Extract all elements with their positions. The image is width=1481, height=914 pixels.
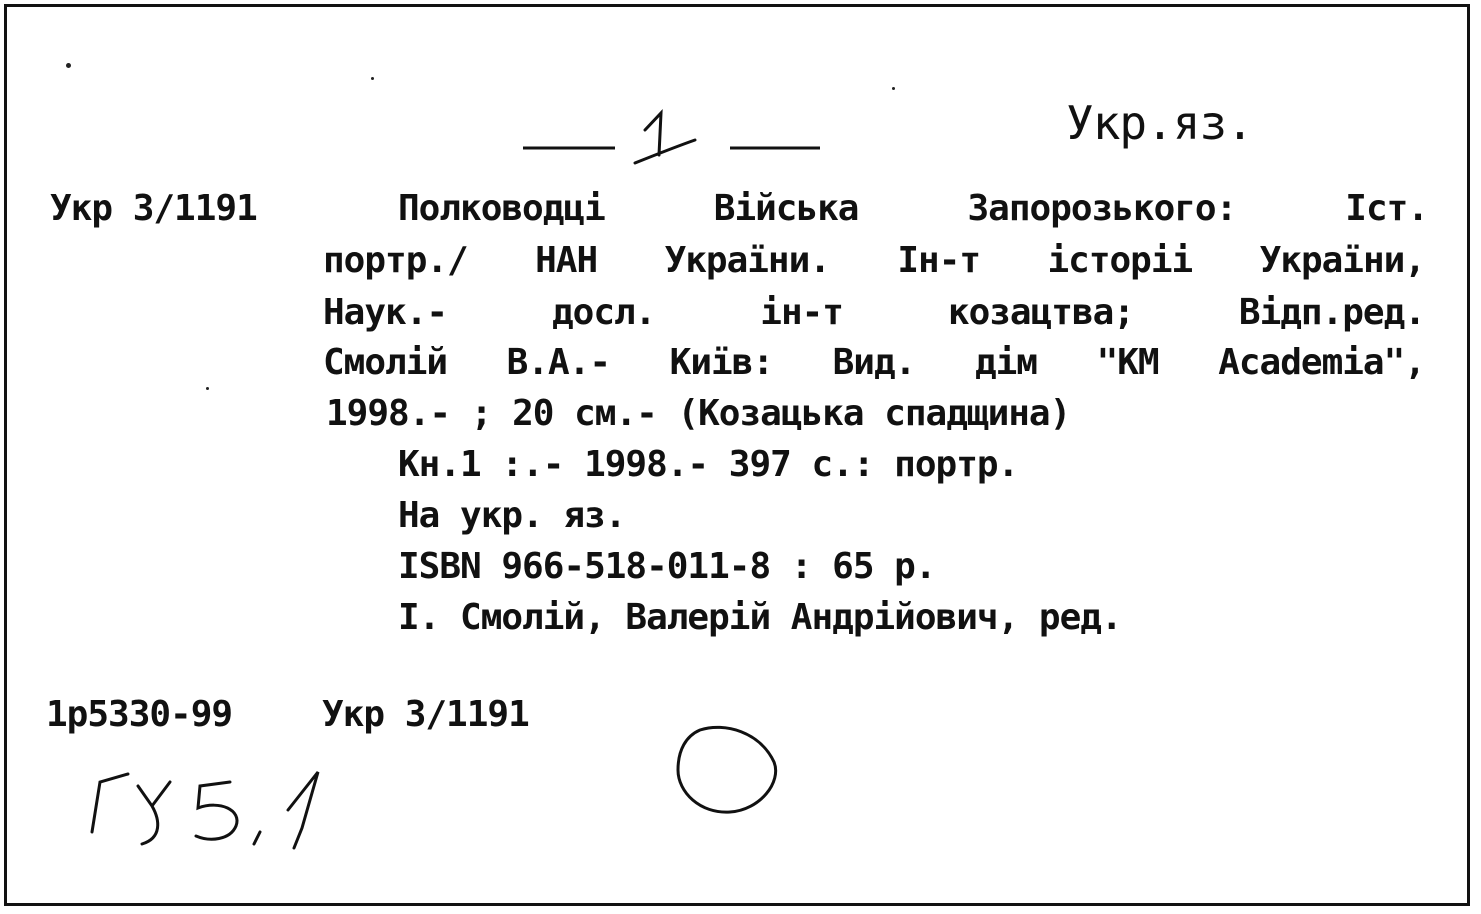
handwritten-one — [635, 113, 695, 163]
word: України, — [1259, 240, 1425, 281]
ink-speck — [371, 77, 374, 80]
word: Ін-т — [897, 240, 981, 281]
description-line-3 — [323, 292, 1425, 333]
description-line-2 — [323, 240, 1425, 281]
stamp-circle — [670, 720, 785, 820]
word: НАН — [535, 240, 598, 281]
word: Полководці — [398, 188, 605, 229]
word: портр./ — [323, 240, 468, 281]
word: В.А.- — [506, 342, 611, 383]
ink-speck — [66, 63, 71, 68]
word: Відп.ред. — [1238, 292, 1425, 333]
ink-speck — [892, 87, 895, 90]
word: дім — [974, 342, 1037, 383]
description-line-4 — [323, 342, 1425, 383]
word: Запорозького: — [967, 188, 1237, 229]
word: історіі — [1047, 240, 1193, 281]
description-line-1 — [398, 188, 1428, 229]
inventory-call-number: Укр 3/1191 — [322, 694, 529, 735]
inventory-number: 1р5330-99 — [46, 694, 233, 735]
word: Війська — [713, 188, 859, 229]
word: України. — [664, 240, 830, 281]
word: досл. — [551, 292, 656, 333]
language-mark: Укр.яз. — [1066, 96, 1253, 150]
added-entry: I. Смолій, Валерій Андрійович, ред. — [398, 597, 1122, 638]
ink-speck — [206, 387, 209, 390]
handwritten-card-number — [515, 105, 835, 175]
isbn-line: ISBN 966-518-011-8 : 65 р. — [398, 546, 936, 587]
word: ін-т — [760, 292, 843, 333]
volume-line: Кн.1 :.- 1998.- 397 с.: портр. — [398, 444, 1019, 485]
word: Іст. — [1345, 188, 1428, 229]
word: Смолій — [323, 342, 448, 383]
language-note: На укр. яз. — [398, 495, 626, 536]
word: Київ: — [669, 342, 774, 383]
word: "КМ Academia", — [1096, 342, 1425, 383]
call-number: Укр 3/1191 — [50, 188, 257, 229]
description-line-5: 1998.- ; 20 см.- (Козацька спадщина) — [326, 393, 1071, 434]
word: козацтва; — [947, 292, 1134, 333]
handwritten-shelf-mark — [80, 760, 350, 860]
word: Вид. — [832, 342, 916, 383]
word: Наук.- — [323, 292, 448, 333]
